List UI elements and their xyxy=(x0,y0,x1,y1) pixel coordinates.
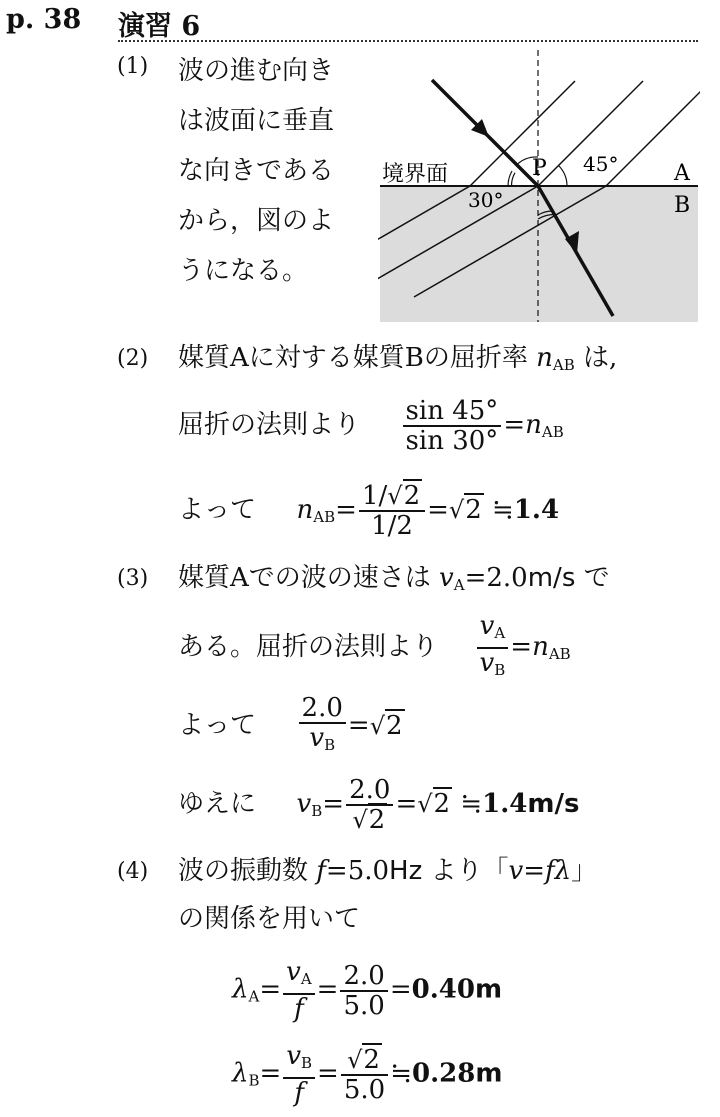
q3-number: (3) xyxy=(117,566,149,591)
refraction-figure xyxy=(378,48,700,324)
q4-number: (4) xyxy=(117,859,149,884)
q2-line-2 xyxy=(178,397,564,457)
page-number: p. 38 xyxy=(6,4,82,35)
equals: = xyxy=(316,974,339,1005)
fraction: $\frac{v_B}{f}$ xyxy=(283,1042,315,1107)
q4-line-4 xyxy=(232,1042,502,1107)
result-value: 0.28 xyxy=(412,1058,476,1089)
equals: = xyxy=(523,856,546,886)
q4-line-1 xyxy=(178,846,597,896)
sqrt-two: √2 xyxy=(417,789,451,819)
var-n: n xyxy=(296,495,314,525)
sqrt-two: √2 xyxy=(369,710,403,741)
q1-line: な向きである xyxy=(178,156,335,186)
equals: = xyxy=(322,789,345,819)
medium-a-label: A xyxy=(674,161,690,186)
equals: = xyxy=(389,974,412,1005)
equals: = xyxy=(259,1058,282,1089)
sub-b: B xyxy=(248,1071,260,1090)
numerator: sin 45° xyxy=(403,397,502,427)
equals: = xyxy=(317,1058,339,1089)
result-value: 1.4 xyxy=(513,495,560,525)
approx-sign: ≒ xyxy=(460,789,483,819)
equals: = xyxy=(395,789,418,819)
equals: = xyxy=(335,495,357,525)
q3-line-2 xyxy=(178,612,571,684)
angle-45-arc xyxy=(559,166,568,187)
fraction xyxy=(403,397,502,455)
result-value: 0.40 xyxy=(411,974,475,1005)
text: 波の振動数 xyxy=(178,856,309,886)
text: 媒質Aに対する媒質Bの屈折率 xyxy=(178,343,528,373)
denominator: 1/2 xyxy=(371,511,413,541)
sub-b: B xyxy=(311,802,323,820)
sub-ab: AB xyxy=(548,645,571,663)
sub-a: A xyxy=(248,987,260,1006)
numerator-pre: 1/ xyxy=(361,481,388,511)
text: は, xyxy=(583,343,618,373)
var-v: v xyxy=(296,789,312,819)
q2-line-1 xyxy=(178,333,617,390)
equals: = xyxy=(503,410,526,440)
angle-30-label: 30° xyxy=(468,188,504,212)
fraction: $\frac{v_A}{v_B}$ xyxy=(477,612,509,684)
q1-line: うになる。 xyxy=(178,256,309,286)
sub-ab: AB xyxy=(552,356,575,374)
text: ゆえに xyxy=(178,789,257,819)
interface-label: 境界面 xyxy=(382,162,449,187)
q3-line-3 xyxy=(178,694,405,759)
value: =2.0 xyxy=(464,563,528,593)
equals: = xyxy=(259,974,282,1005)
equals: = xyxy=(510,632,533,662)
fraction: $\frac{2.0}{5.0}$ xyxy=(340,962,387,1020)
var-n: n xyxy=(532,632,549,662)
text: ある。屈折の法則より xyxy=(178,632,439,662)
q4-line-2: の関係を用いて xyxy=(178,904,361,934)
exercise-title: 演習 6 xyxy=(118,11,201,42)
q1-line: は波面に垂直 xyxy=(178,106,335,136)
q1-line: から，図のよ xyxy=(178,206,335,236)
text: 屈折の法則より xyxy=(178,410,361,440)
var-lambda: λ xyxy=(554,856,572,886)
fraction: $\frac{√2}{5.0}$ xyxy=(341,1046,388,1104)
unit: m xyxy=(475,1058,503,1089)
unit: Hz xyxy=(389,856,423,886)
point-p-label: P xyxy=(532,156,547,181)
sub-ab: AB xyxy=(541,423,564,441)
q3-line-4 xyxy=(178,776,579,836)
sub-a: A xyxy=(453,576,465,594)
var-lambda: λ xyxy=(232,974,249,1005)
fraction: $\frac{v_A}{f}$ xyxy=(283,958,315,1023)
denominator: sin 30° xyxy=(405,426,499,456)
q1-text xyxy=(178,46,334,296)
var-n: n xyxy=(525,410,542,440)
angle-30-arc-inner xyxy=(511,173,515,186)
angle-45-label: 45° xyxy=(583,152,619,176)
fraction: $\frac{2.0}{√2}$ xyxy=(346,776,393,834)
result-value: 1.4 xyxy=(482,789,528,819)
var-f: f xyxy=(545,856,555,886)
sqrt-two: √2 xyxy=(448,495,482,525)
text: よって xyxy=(178,495,257,525)
text: よって xyxy=(178,710,257,741)
approx-sign: ≒ xyxy=(390,1058,412,1089)
q1-line: 波の進む向き xyxy=(178,56,335,86)
var-v: v xyxy=(508,856,524,886)
text: で xyxy=(583,563,610,593)
var-f: f xyxy=(316,856,326,886)
unit: m xyxy=(474,974,503,1005)
approx-sign: ≒ xyxy=(492,495,514,525)
dotted-rule xyxy=(118,40,698,42)
q4-line-3 xyxy=(232,958,502,1023)
medium-b-label: B xyxy=(674,193,691,218)
sqrt-arg: 2 xyxy=(403,481,421,511)
unit: m/s xyxy=(527,789,580,819)
value: =5.0 xyxy=(325,856,390,886)
medium-b-region xyxy=(380,186,698,322)
text: 媒質Aでの波の速さは xyxy=(178,563,431,593)
fraction: $\frac{2.0}{v_B}$ xyxy=(299,694,346,759)
text: より「 xyxy=(430,856,509,886)
text: 」 xyxy=(571,856,598,886)
equals: = xyxy=(347,710,370,741)
unit: m/s xyxy=(527,563,576,593)
q2-line-3 xyxy=(178,482,559,542)
sub-ab: AB xyxy=(313,508,336,526)
fraction: $\frac{1/√2}{1/2}$ xyxy=(359,482,425,540)
var-n: n xyxy=(536,343,553,373)
q3-line-1 xyxy=(178,553,610,610)
q2-number: (2) xyxy=(117,346,149,371)
q1-number: (1) xyxy=(117,54,149,79)
var-v: v xyxy=(439,563,454,593)
equals: = xyxy=(427,495,449,525)
var-lambda: λ xyxy=(232,1058,249,1089)
